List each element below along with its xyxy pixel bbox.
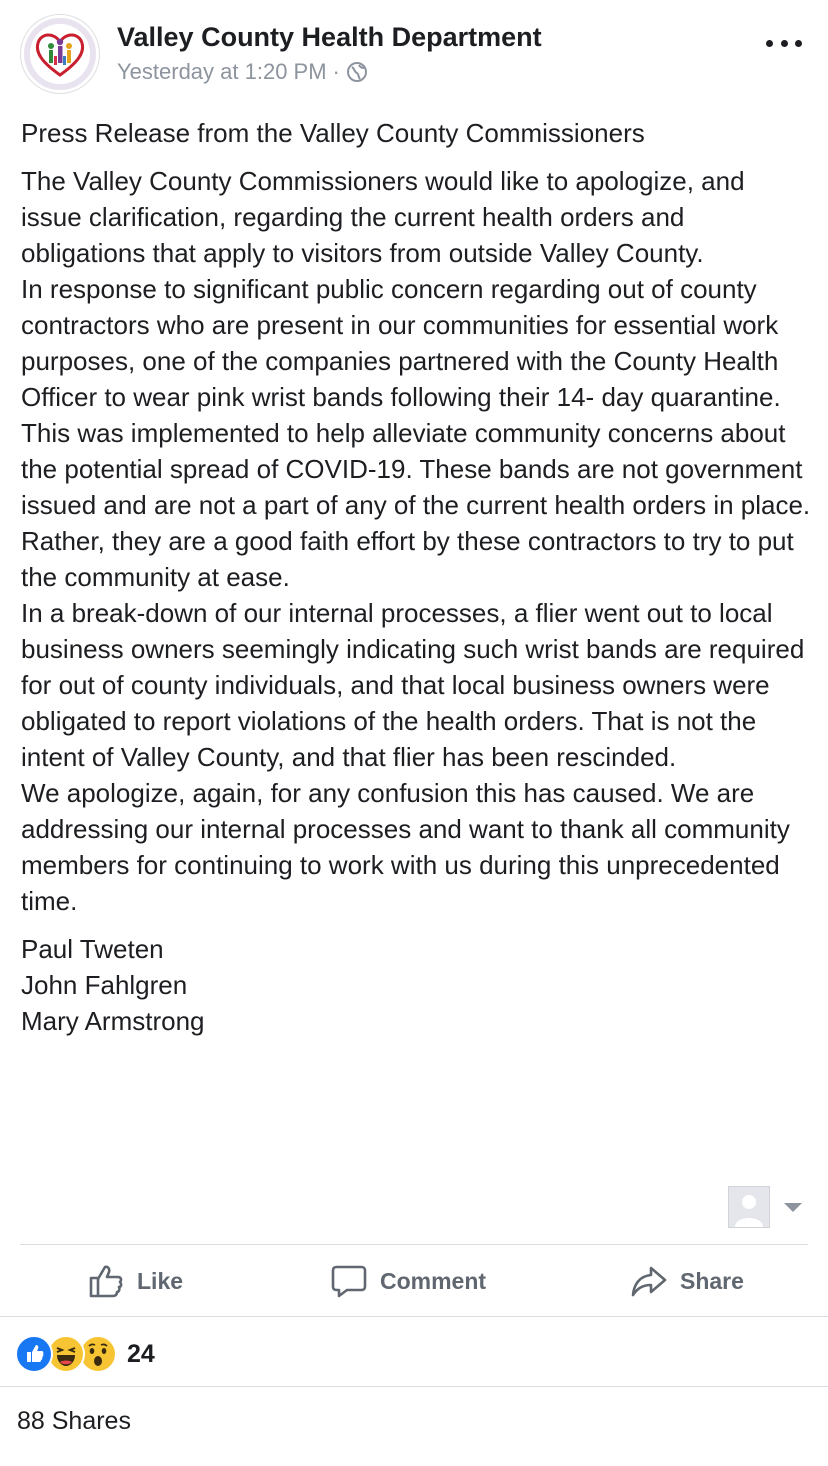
divider [0,1316,828,1317]
more-dot-icon [795,40,802,47]
health-department-logo-icon [21,15,99,93]
more-dot-icon [766,40,773,47]
signer-name: Paul Tweten [21,934,164,964]
like-reaction-icon [15,1335,53,1373]
post-paragraph: In a break-down of our internal processes, a flier went out to local business owners seemingly indicating such wrist bands are required for out of county individuals, and that local business owners were obligated to report violations of the health orders. That is not the intent of Valley County, and that flier has been rescinded. [21,598,805,772]
like-label: Like [137,1267,184,1294]
post-title: Press Release from the Valley County Commissioners [21,118,645,148]
post-meta [117,59,368,85]
signer-name: Mary Armstrong [21,1006,205,1036]
divider [0,1386,828,1387]
more-dot-icon [781,40,788,47]
share-arrow-icon [630,1262,668,1300]
signer-name: John Fahlgren [21,970,188,1000]
post-paragraph: We apologize, again, for any confusion this has caused. We are addressing our internal processes and want to thank all community members for continuing to work with us during this unprecedented time. [21,778,790,916]
reactions-summary[interactable] [15,1334,155,1374]
post-text [21,115,811,1039]
comment-button[interactable] [330,1246,486,1316]
viewer-avatar [728,1186,770,1228]
post-paragraph: In response to significant public concern regarding out of county contractors who are present in our communities for essential work purposes, one of the companies partnered with the County Health Officer to wear pink wrist bands following their 14- day quarantine. This was implemented to help alleviate community concerns about the potential spread of COVID-19. These bands are not government issued and are not a part of any of the current health orders in place. Rather, they are a good faith effort by these contractors to try to put the community at ease. [21,274,811,592]
page-avatar[interactable] [20,14,100,94]
meta-separator: · [332,59,340,84]
page-name-link[interactable]: Valley County Health Department [117,22,542,52]
post-timestamp[interactable]: Yesterday at 1:20 PM [117,59,327,84]
post-as-selector[interactable] [728,1186,802,1228]
thumbs-up-icon [87,1262,125,1300]
divider [20,1244,808,1245]
shares-count[interactable]: 88 Shares [17,1407,131,1435]
post-paragraphs [21,163,811,919]
more-options-button[interactable] [766,36,802,50]
comment-label: Comment [380,1267,487,1294]
comment-icon [330,1262,368,1300]
chevron-down-icon [784,1203,802,1212]
post-paragraph: The Valley County Commissioners would like to apologize, and issue clarification, regarding the current health orders and obligations that apply to visitors from outside Valley County. [21,166,745,268]
signers-list [21,931,811,1039]
share-button[interactable] [630,1246,744,1316]
reaction-count: 24 [127,1339,155,1368]
globe-icon [346,61,368,83]
action-bar [0,1246,828,1316]
post-header [0,0,828,100]
like-button[interactable] [87,1246,183,1316]
default-person-icon [729,1187,769,1227]
share-label: Share [680,1267,744,1294]
